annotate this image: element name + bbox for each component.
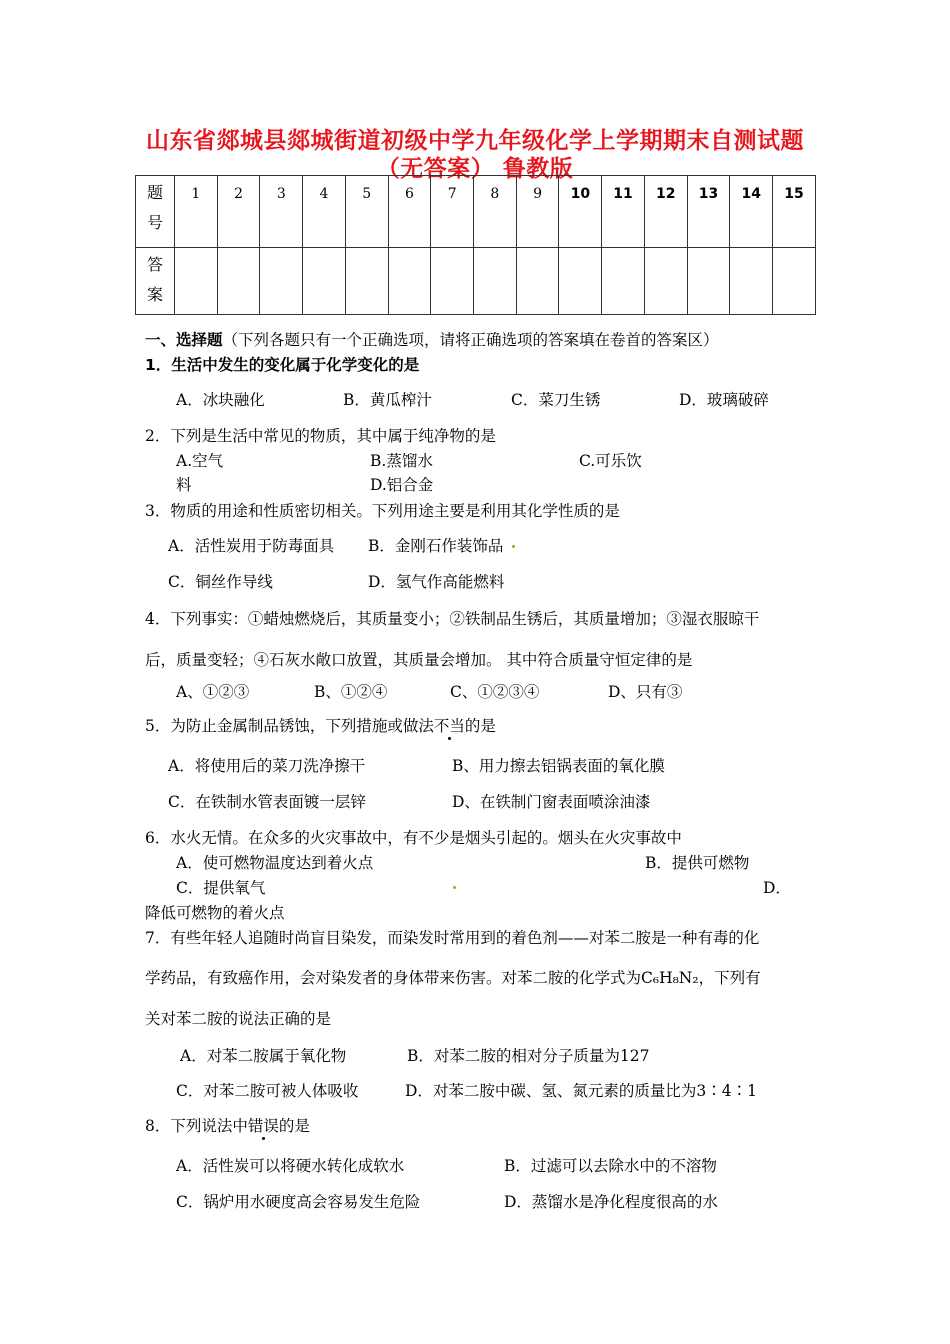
print-speck bbox=[512, 545, 515, 548]
question-number: 11 bbox=[602, 176, 645, 248]
answer-cell[interactable] bbox=[773, 248, 816, 315]
answer-cell[interactable] bbox=[175, 248, 218, 315]
q7-option-a: A．对苯二胺属于氧化物 bbox=[180, 1047, 347, 1065]
answer-cell[interactable] bbox=[516, 248, 559, 315]
answer-cell[interactable] bbox=[474, 248, 517, 315]
question-number: 3 bbox=[260, 176, 303, 248]
q2-option-c: C.可乐饮 bbox=[579, 452, 642, 470]
answer-table-number-row bbox=[136, 176, 816, 248]
answer-cell[interactable] bbox=[559, 248, 602, 315]
q3-option-b: B．金刚石作装饰品 bbox=[368, 537, 504, 555]
q5-option-d: D、在铁制门窗表面喷涂油漆 bbox=[452, 793, 651, 811]
question-8-stem: 8．下列说法中错误的是 bbox=[145, 1117, 310, 1135]
question-number: 6 bbox=[388, 176, 431, 248]
emphasis-dotted: 错误 bbox=[247, 1117, 279, 1135]
answer-cell[interactable] bbox=[303, 248, 346, 315]
print-speck bbox=[453, 886, 456, 889]
q6-option-a: A．使可燃物温度达到着火点 bbox=[176, 854, 374, 872]
q2-option-d: D.铝合金 bbox=[370, 476, 434, 494]
q4-option-c: C、①②③④ bbox=[450, 683, 540, 701]
q5-option-a: A．将使用后的菜刀洗净擦干 bbox=[168, 757, 366, 775]
q8-option-a: A．活性炭可以将硬水转化成软水 bbox=[176, 1157, 405, 1175]
q3-option-a: A．活性炭用于防毒面具 bbox=[168, 537, 335, 555]
q1-option-b: B．黄瓜榨汁 bbox=[343, 391, 432, 409]
answer-table bbox=[135, 175, 816, 315]
question-1-stem: 1．生活中发生的变化属于化学变化的是 bbox=[145, 356, 420, 374]
q7-option-d: D．对苯二胺中碳、氢、氮元素的质量比为3∶4∶1 bbox=[405, 1082, 758, 1100]
question-4-stem-line1: 4．下列事实：①蜡烛燃烧后，其质量变小；②铁制品生锈后，其质量增加；③湿衣服晾干 bbox=[145, 610, 760, 628]
question-number: 7 bbox=[431, 176, 474, 248]
q6-option-c: C．提供氧气 bbox=[176, 879, 266, 897]
q7-option-c: C．对苯二胺可被人体吸收 bbox=[176, 1082, 359, 1100]
question-2-stem: 2．下列是生活中常见的物质，其中属于纯净物的是 bbox=[145, 427, 496, 445]
q5-option-b: B、用力擦去铝锅表面的氧化膜 bbox=[452, 757, 665, 775]
question-5-stem: 5．为防止金属制品锈蚀，下列措施或做法不当的是 bbox=[145, 717, 496, 735]
question-number: 5 bbox=[345, 176, 388, 248]
answer-cell[interactable] bbox=[730, 248, 773, 315]
q4-option-a: A、①②③ bbox=[176, 683, 250, 701]
answer-cell[interactable] bbox=[687, 248, 730, 315]
question-number: 9 bbox=[516, 176, 559, 248]
page-subtitle: （无答案） 鲁教版 bbox=[376, 156, 574, 182]
answer-cell[interactable] bbox=[217, 248, 260, 315]
q3-option-c: C．铜丝作导线 bbox=[168, 573, 273, 591]
page-title: 山东省郯城县郯城街道初级中学九年级化学上学期期末自测试题 bbox=[146, 128, 804, 154]
q6-option-b: B．提供可燃物 bbox=[645, 854, 750, 872]
row-label-answer: 答 案 bbox=[136, 248, 175, 315]
q2-option-c-cont: 料 bbox=[176, 476, 192, 494]
answer-cell[interactable] bbox=[388, 248, 431, 315]
q3-option-d: D．氢气作高能燃料 bbox=[368, 573, 505, 591]
row-label-number: 题 号 bbox=[136, 176, 175, 248]
answer-cell[interactable] bbox=[260, 248, 303, 315]
q6-option-d-text: 降低可燃物的着火点 bbox=[145, 904, 285, 922]
q2-option-a: A.空气 bbox=[176, 452, 224, 470]
q4-option-b: B、①②④ bbox=[314, 683, 388, 701]
question-7-stem-line2: 学药品，有致癌作用，会对染发者的身体带来伤害。对苯二胺的化学式为C₆H₈N₂，下列有 bbox=[145, 969, 761, 987]
q4-option-d: D、只有③ bbox=[608, 683, 683, 701]
q1-option-d: D．玻璃破碎 bbox=[679, 391, 769, 409]
q1-option-c: C．菜刀生锈 bbox=[511, 391, 601, 409]
emphasis-dotted: 不当 bbox=[433, 717, 465, 735]
question-3-stem: 3．物质的用途和性质密切相关。下列用途主要是利用其化学性质的是 bbox=[145, 502, 620, 520]
question-number: 15 bbox=[773, 176, 816, 248]
section-instruction: （下列各题只有一个正确选项，请将正确选项的答案填在卷首的答案区） bbox=[222, 331, 719, 349]
question-7-stem-line1: 7．有些年轻人追随时尚盲目染发，而染发时常用到的着色剂——对苯二胺是一种有毒的化 bbox=[145, 929, 760, 947]
q5-option-c: C．在铁制水管表面镀一层锌 bbox=[168, 793, 366, 811]
question-7-stem-line3: 关对苯二胺的说法正确的是 bbox=[145, 1010, 332, 1028]
q8-option-b: B．过滤可以去除水中的不溶物 bbox=[504, 1157, 717, 1175]
question-number: 8 bbox=[474, 176, 517, 248]
answer-cell[interactable] bbox=[431, 248, 474, 315]
question-number: 10 bbox=[559, 176, 602, 248]
question-number: 4 bbox=[303, 176, 346, 248]
question-6-stem: 6．水火无情。在众多的火灾事故中，有不少是烟头引起的。烟头在火灾事故中 bbox=[145, 829, 682, 847]
question-number: 13 bbox=[687, 176, 730, 248]
answer-cell[interactable] bbox=[602, 248, 645, 315]
question-number: 14 bbox=[730, 176, 773, 248]
question-4-stem-line2: 后，质量变轻；④石灰水敞口放置，其质量会增加。 其中符合质量守恒定律的是 bbox=[145, 651, 693, 669]
q2-option-b: B.蒸馏水 bbox=[370, 452, 433, 470]
q8-option-d: D．蒸馏水是净化程度很高的水 bbox=[504, 1193, 718, 1211]
q7-option-b: B．对苯二胺的相对分子质量为127 bbox=[407, 1047, 650, 1065]
section-label: 一、选择题 bbox=[145, 331, 223, 349]
q1-option-a: A．冰块融化 bbox=[176, 391, 265, 409]
section-header bbox=[145, 328, 719, 350]
question-number: 12 bbox=[644, 176, 687, 248]
question-number: 1 bbox=[175, 176, 218, 248]
q6-option-d: D． bbox=[763, 879, 791, 897]
answer-table-answer-row bbox=[136, 248, 816, 315]
q8-option-c: C．锅炉用水硬度高会容易发生危险 bbox=[176, 1193, 421, 1211]
answer-cell[interactable] bbox=[345, 248, 388, 315]
answer-cell[interactable] bbox=[644, 248, 687, 315]
question-number: 2 bbox=[217, 176, 260, 248]
